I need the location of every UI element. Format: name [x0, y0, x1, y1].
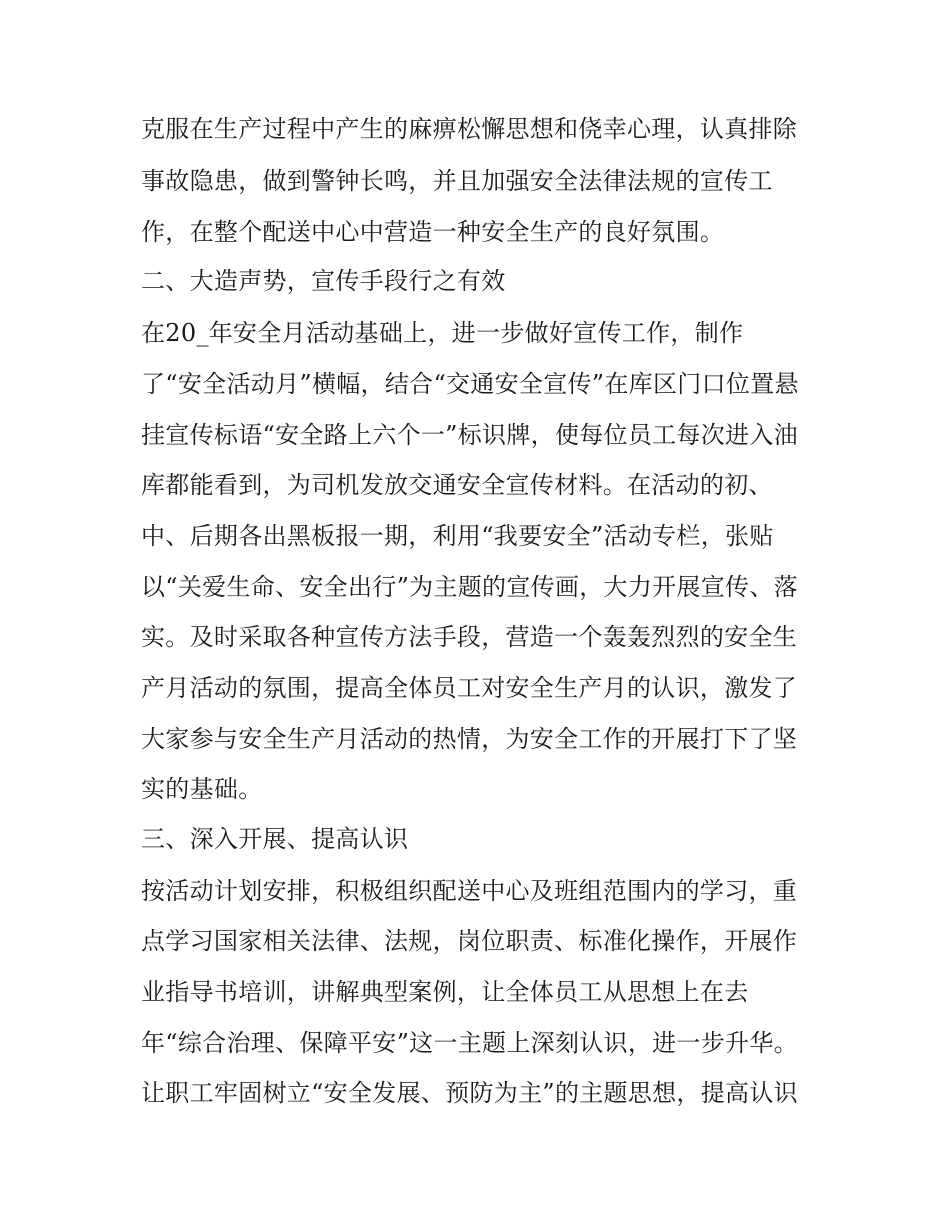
- body-text-line: 实。及时采取各种宣传方法手段，营造一个轰轰烈烈的安全生: [141, 623, 798, 651]
- section-heading: 三、深入开展、提高认识: [141, 825, 409, 853]
- body-text-line: 在20_年安全月活动基础上，进一步做好宣传工作，制作: [141, 319, 744, 347]
- body-text-line: 年“综合治理、保障平安”这一主题上深刻认识，进一步升华。: [141, 1029, 798, 1057]
- body-text-line: 库都能看到，为司机发放交通安全宣传材料。在活动的初、: [141, 471, 773, 499]
- body-text-line: 克服在生产过程中产生的麻痹松懈思想和侥幸心理，认真排除: [141, 115, 798, 143]
- section-heading: 二、大造声势，宣传手段行之有效: [141, 267, 506, 295]
- body-text-line: 作，在整个配送中心中营造一种安全生产的良好氛围。: [141, 218, 725, 246]
- body-text-line: 以“关爱生命、安全出行”为主题的宣传画，大力开展宣传、落: [141, 573, 798, 601]
- body-text-line: 让职工牢固树立“安全发展、预防为主”的主题思想，提高认识: [141, 1079, 798, 1107]
- body-text-line: 实的基础。: [141, 775, 263, 803]
- body-text-line: 产月活动的氛围，提高全体员工对安全生产月的认识，激发了: [141, 674, 798, 702]
- body-text-line: 了“安全活动月”横幅，结合“交通安全宣传”在库区门口位置悬: [141, 370, 799, 398]
- body-text-line: 大家参与安全生产月活动的热情，为安全工作的开展打下了坚: [141, 725, 798, 753]
- body-text-line: 点学习国家相关法律、法规，岗位职责、标准化操作，开展作: [141, 927, 798, 955]
- body-text-line: 业指导书培训，讲解典型案例，让全体员工从思想上在去: [141, 978, 749, 1006]
- body-text-line: 中、后期各出黑板报一期，利用“我要安全”活动专栏，张贴: [141, 522, 774, 550]
- body-text-line: 事故隐患，做到警钟长鸣，并且加强安全法律法规的宣传工: [141, 167, 773, 195]
- body-text-line: 挂宣传标语“安全路上六个一”标识牌，使每位员工每次进入油: [141, 421, 798, 449]
- body-text-line: 按活动计划安排，积极组织配送中心及班组范围内的学习，重: [141, 877, 798, 905]
